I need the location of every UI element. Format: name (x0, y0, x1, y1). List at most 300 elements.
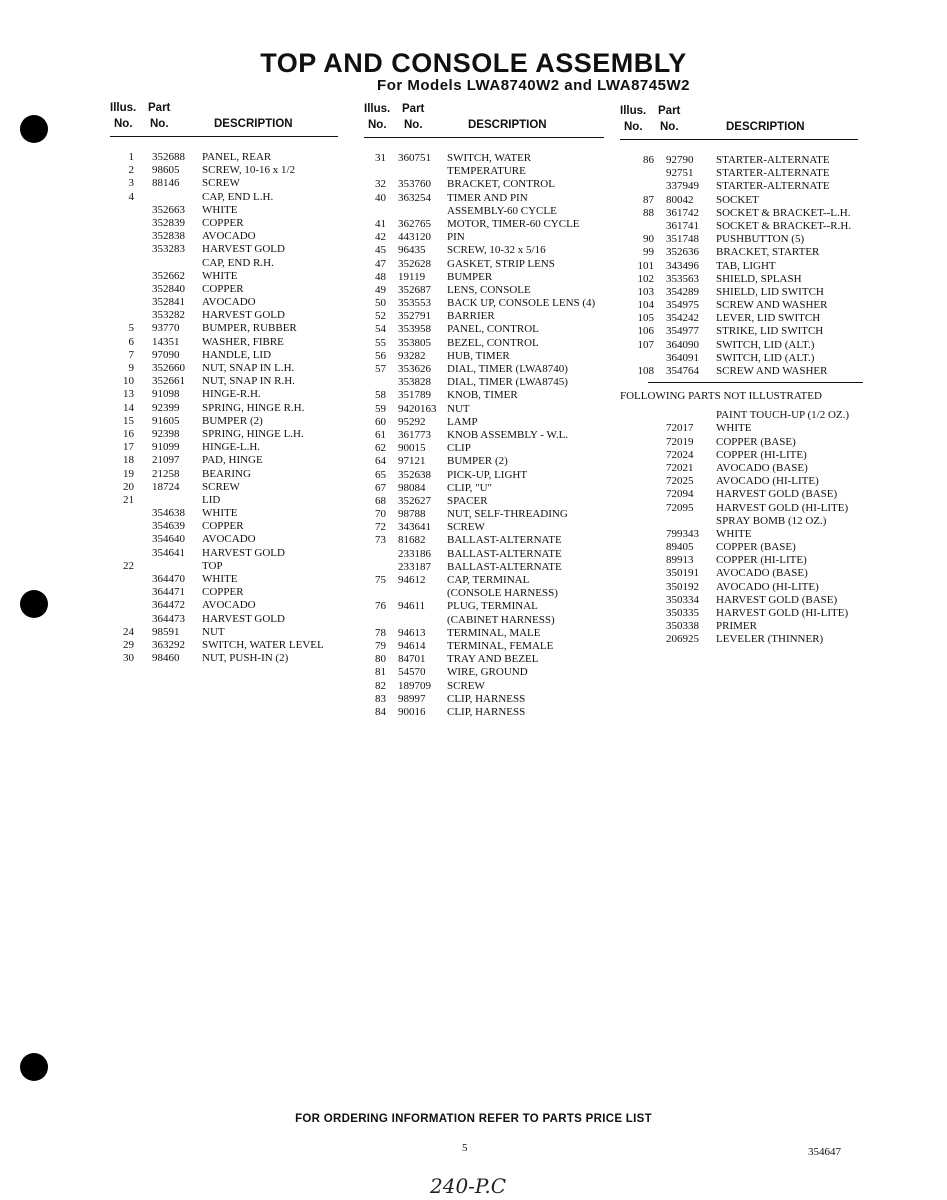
part-description: TAB, LIGHT (716, 259, 776, 272)
table-row (110, 191, 338, 204)
part-number: 353626 (398, 363, 431, 375)
part-number: 351748 (666, 233, 699, 246)
table-row (110, 402, 338, 415)
parts-list (620, 154, 858, 378)
part-number: 92790 (666, 154, 694, 166)
part-number: 94612 (398, 574, 426, 586)
table-row (364, 244, 604, 257)
part-number: 94613 (398, 626, 426, 639)
part-number: 352638 (398, 468, 431, 481)
table-row (364, 178, 604, 191)
illus-number: 104 (637, 299, 654, 312)
part-description: HINGE-L.H. (202, 441, 261, 454)
part-description: NUT (447, 402, 470, 415)
table-row (364, 403, 604, 416)
part-number: 362765 (398, 217, 431, 230)
part-number: 354977 (666, 325, 699, 338)
part-number: 97121 (398, 455, 426, 468)
part-description: TRAY AND BEZEL (447, 653, 539, 666)
table-row (110, 560, 338, 573)
part-description: SPRAY BOMB (12 OZ.) (716, 514, 827, 527)
illus-number: 59 (375, 402, 386, 415)
part-number: 90015 (398, 442, 426, 455)
document-number: 354647 (808, 1146, 841, 1158)
part-number: 354242 (666, 312, 699, 325)
illus-number: 99 (643, 246, 654, 259)
not-illustrated-note: FOLLOWING PARTS NOT ILLUSTRATED (620, 390, 822, 403)
illus-number: 78 (375, 626, 386, 639)
illus-number: 72 (375, 521, 386, 534)
table-row (110, 270, 338, 283)
illus-number: 17 (123, 441, 134, 454)
part-description: CLIP, HARNESS (447, 692, 526, 705)
table-row (620, 581, 858, 594)
part-number: 72095 (666, 501, 694, 514)
header-description: DESCRIPTION (468, 119, 547, 131)
illus-number: 90 (643, 233, 654, 246)
part-number: 98997 (398, 692, 426, 705)
part-number: 81682 (398, 534, 426, 547)
part-number: 90016 (398, 705, 426, 718)
part-description: DIAL, TIMER (LWA8745) (447, 376, 568, 389)
part-number: 350192 (666, 580, 699, 593)
table-row (110, 257, 338, 270)
table-row (364, 271, 604, 284)
table-row (620, 260, 858, 273)
parts-column-1 (110, 102, 338, 665)
part-description: HARVEST GOLD (BASE) (716, 488, 838, 501)
part-description: PANEL, CONTROL (447, 323, 539, 336)
table-row (620, 352, 858, 365)
part-number: 92398 (152, 427, 180, 440)
table-row (110, 573, 338, 586)
part-number: 353553 (398, 297, 431, 310)
header-part-no: No. (660, 121, 679, 133)
part-description: BACK UP, CONSOLE LENS (4) (447, 297, 596, 310)
part-description: SPACER (447, 494, 488, 507)
table-row (364, 508, 604, 521)
illus-number: 48 (375, 270, 386, 283)
illus-number: 32 (375, 178, 386, 191)
illus-number: 19 (123, 467, 134, 480)
table-row (620, 409, 858, 422)
table-row (364, 363, 604, 376)
part-number: 352627 (398, 494, 431, 507)
header-description: DESCRIPTION (726, 121, 805, 133)
illus-number: 13 (123, 388, 134, 401)
part-description: DIAL, TIMER (LWA8740) (447, 363, 568, 375)
part-number: 352841 (152, 296, 185, 309)
part-description: PAINT TOUCH-UP (1/2 OZ.) (716, 409, 850, 422)
table-row (364, 152, 604, 165)
table-row (110, 230, 338, 243)
binder-hole-middle (20, 590, 48, 618)
parts-list (110, 151, 338, 665)
part-description: SOCKET (716, 193, 759, 206)
table-row (620, 567, 858, 580)
part-number: 354638 (152, 507, 185, 520)
part-description: LEVELER (THINNER) (716, 633, 824, 646)
part-number: 21258 (152, 467, 180, 480)
part-number: 352636 (666, 246, 699, 259)
part-number: 233187 (398, 560, 431, 573)
illus-number: 60 (375, 415, 386, 428)
part-number: 98788 (398, 508, 426, 521)
part-number: 94611 (398, 600, 426, 613)
illus-number: 57 (375, 363, 386, 375)
part-number: 353563 (666, 272, 699, 285)
illus-number: 4 (128, 190, 134, 203)
table-row (364, 548, 604, 561)
part-description: NUT, SELF-THREADING (447, 508, 568, 521)
header-part-no: No. (150, 118, 169, 130)
header-illus-no: No. (624, 121, 643, 133)
table-row (620, 194, 858, 207)
table-row (364, 310, 604, 323)
part-number: 350334 (666, 593, 699, 606)
header-illus-top: Illus. (110, 102, 137, 114)
illus-number: 5 (128, 322, 134, 335)
table-row (620, 167, 858, 180)
part-number: 9420163 (398, 402, 437, 415)
table-row (110, 177, 338, 190)
part-number: 21097 (152, 454, 180, 467)
table-row (110, 626, 338, 639)
part-description: BUMPER (2) (447, 455, 508, 468)
table-row (620, 207, 858, 220)
part-description: AVOCADO (BASE) (716, 461, 808, 474)
part-description: AVOCADO (202, 599, 256, 612)
part-description: STARTER-ALTERNATE (716, 180, 830, 193)
table-row (620, 180, 858, 193)
part-number: 72019 (666, 435, 694, 448)
part-description: SCREW AND WASHER (716, 365, 828, 377)
part-description: CLIP (447, 442, 471, 455)
part-number: 19119 (398, 270, 426, 283)
part-number: 443120 (398, 231, 431, 244)
part-number: 360751 (398, 152, 431, 164)
table-row (620, 273, 858, 286)
table-row (110, 204, 338, 217)
part-description: AVOCADO (HI-LITE) (716, 580, 819, 593)
part-description: AVOCADO (HI-LITE) (716, 475, 819, 488)
table-row (364, 297, 604, 310)
illus-number: 52 (375, 310, 386, 323)
part-description: LID (202, 493, 221, 506)
table-row (364, 389, 604, 402)
illus-number: 7 (128, 348, 134, 361)
table-row (620, 286, 858, 299)
part-description: HUB, TIMER (447, 349, 510, 362)
part-number: 354641 (152, 546, 185, 559)
part-number: 352688 (152, 151, 185, 163)
part-description: AVOCADO (202, 296, 256, 309)
part-description: HARVEST GOLD (202, 612, 285, 625)
table-row (364, 653, 604, 666)
table-row (620, 554, 858, 567)
table-row (364, 693, 604, 706)
part-description: CAP, END L.H. (202, 190, 274, 203)
part-number: 352661 (152, 375, 185, 388)
header-illus-top: Illus. (364, 103, 391, 115)
table-row (110, 547, 338, 560)
table-row (110, 533, 338, 546)
table-row (620, 299, 858, 312)
part-number: 96435 (398, 244, 426, 257)
illus-number: 18 (123, 454, 134, 467)
illus-number: 16 (123, 427, 134, 440)
part-description: COPPER (202, 586, 244, 599)
table-row (364, 495, 604, 508)
part-number: 354639 (152, 520, 185, 533)
part-number: 353760 (398, 178, 431, 191)
part-description: ASSEMBLY-60 CYCLE (447, 204, 557, 217)
page-title: TOP AND CONSOLE ASSEMBLY (260, 48, 687, 78)
table-row (364, 561, 604, 574)
table-row (364, 376, 604, 389)
part-description: COPPER (HI-LITE) (716, 554, 807, 567)
illus-number: 41 (375, 217, 386, 230)
part-number: 337949 (666, 180, 699, 193)
part-description: SCREW AND WASHER (716, 299, 828, 312)
part-description: PRIMER (716, 620, 757, 633)
illus-number: 68 (375, 494, 386, 507)
illus-number: 80 (375, 653, 386, 666)
illus-number: 65 (375, 468, 386, 481)
section-divider (648, 382, 863, 383)
part-number: 351789 (398, 389, 431, 402)
illus-number: 9 (128, 362, 134, 374)
table-row (364, 469, 604, 482)
illus-number: 47 (375, 257, 386, 270)
table-row (364, 574, 604, 587)
table-row (364, 284, 604, 297)
part-number: 91605 (152, 414, 180, 427)
table-row (364, 455, 604, 468)
table-row (364, 231, 604, 244)
table-row (364, 350, 604, 363)
part-number: 72017 (666, 422, 694, 435)
part-description: SHIELD, LID SWITCH (716, 285, 824, 298)
table-row (364, 521, 604, 534)
part-description: TIMER AND PIN (447, 191, 528, 204)
part-description: WHITE (202, 507, 238, 520)
part-number: 352838 (152, 230, 185, 243)
part-number: 361773 (398, 428, 431, 441)
header-part-no: No. (404, 119, 423, 131)
part-description: WIRE, GROUND (447, 666, 528, 679)
part-number: 352628 (398, 257, 431, 270)
part-number: 92751 (666, 167, 694, 180)
part-number: 353283 (152, 243, 185, 256)
part-description: COPPER (BASE) (716, 541, 796, 554)
illus-number: 82 (375, 679, 386, 692)
part-number: 72094 (666, 488, 694, 501)
illus-number: 1 (128, 151, 134, 163)
part-description: HARVEST GOLD (HI-LITE) (716, 501, 849, 514)
illus-number: 76 (375, 600, 386, 613)
illus-number: 6 (128, 335, 134, 348)
illus-number: 29 (123, 638, 134, 651)
illus-number: 58 (375, 389, 386, 402)
table-row (364, 165, 604, 178)
table-row (110, 322, 338, 335)
part-description: STARTER-ALTERNATE (716, 154, 830, 166)
table-row (110, 362, 338, 375)
part-number: 350191 (666, 567, 699, 580)
part-number: 92399 (152, 401, 180, 414)
part-description: CAP, TERMINAL (447, 574, 530, 586)
part-number: 354640 (152, 533, 185, 546)
part-number: 98460 (152, 652, 180, 665)
part-description: TEMPERATURE (447, 165, 526, 178)
part-description: TERMINAL, FEMALE (447, 639, 554, 652)
illus-number: 56 (375, 349, 386, 362)
part-description: BUMPER (447, 270, 493, 283)
table-row (620, 312, 858, 325)
illus-number: 81 (375, 666, 386, 679)
part-description: SWITCH, WATER LEVEL (202, 638, 324, 651)
part-description: BRACKET, CONTROL (447, 178, 555, 191)
table-row (110, 481, 338, 494)
handwritten-note: 240-P.C (430, 1174, 506, 1198)
part-description: SWITCH, WATER (447, 152, 532, 164)
part-description: HARVEST GOLD (202, 309, 285, 322)
illus-number: 105 (637, 312, 654, 325)
part-description: HARVEST GOLD (HI-LITE) (716, 607, 849, 619)
header-part-top: Part (402, 103, 425, 115)
part-description: PLUG, TERMINAL (447, 600, 538, 613)
column-header (364, 103, 604, 138)
illus-number: 22 (123, 559, 134, 572)
table-row (110, 454, 338, 467)
table-row (110, 349, 338, 362)
part-description: PAD, HINGE (202, 454, 263, 467)
part-number: 206925 (666, 633, 699, 646)
part-description: BARRIER (447, 310, 495, 323)
part-number: 352663 (152, 203, 185, 216)
illus-number: 101 (637, 259, 654, 272)
part-description: HINGE-R.H. (202, 388, 261, 401)
part-description: (CONSOLE HARNESS) (447, 587, 558, 600)
part-description: WHITE (202, 573, 238, 585)
illus-number: 61 (375, 428, 386, 441)
part-number: 54570 (398, 666, 426, 679)
table-row (364, 706, 604, 719)
part-number: 95292 (398, 415, 426, 428)
part-description: LAMP (447, 415, 478, 428)
part-description: WHITE (716, 527, 752, 540)
table-row (110, 468, 338, 481)
table-row (110, 296, 338, 309)
part-number: 364091 (666, 351, 699, 364)
table-row (364, 323, 604, 336)
table-row (110, 639, 338, 652)
illus-number: 70 (375, 508, 386, 521)
header-illus-no: No. (114, 118, 133, 130)
part-number: 93770 (152, 322, 180, 335)
part-description: SWITCH, LID (ALT.) (716, 351, 815, 364)
table-row (110, 336, 338, 349)
table-row (110, 613, 338, 626)
part-number: 354764 (666, 365, 699, 377)
part-number: 72025 (666, 475, 694, 488)
illus-number: 30 (123, 652, 134, 665)
header-illus-no: No. (368, 119, 387, 131)
table-row (620, 594, 858, 607)
illus-number: 79 (375, 639, 386, 652)
table-row (110, 164, 338, 177)
illus-number: 14 (123, 401, 134, 414)
part-number: 14351 (152, 335, 180, 348)
part-description: SHIELD, SPLASH (716, 272, 802, 285)
illus-number: 62 (375, 442, 386, 455)
part-number: 18724 (152, 480, 180, 493)
part-description: PUSHBUTTON (5) (716, 233, 805, 246)
table-row (364, 258, 604, 271)
part-description: WASHER, FIBRE (202, 335, 284, 348)
part-description: HARVEST GOLD (BASE) (716, 593, 838, 606)
header-illus-top: Illus. (620, 105, 647, 117)
part-number: 352660 (152, 362, 185, 374)
part-description: AVOCADO (202, 533, 256, 546)
part-description: SWITCH, LID (ALT.) (716, 338, 815, 351)
part-number: 98084 (398, 481, 426, 494)
table-row (364, 587, 604, 600)
part-number: 353828 (398, 376, 431, 389)
table-row (110, 151, 338, 164)
part-number: 363292 (152, 638, 185, 651)
part-number: 364472 (152, 599, 185, 612)
part-description: STRIKE, LID SWITCH (716, 325, 824, 338)
part-number: 343641 (398, 521, 431, 534)
illus-number: 75 (375, 574, 386, 586)
illus-number: 2 (128, 164, 134, 177)
table-row (620, 422, 858, 435)
table-row (110, 520, 338, 533)
part-number: 88146 (152, 177, 180, 190)
part-description: COPPER (HI-LITE) (716, 448, 807, 461)
part-number: 364473 (152, 612, 185, 625)
illus-number: 67 (375, 481, 386, 494)
table-row (620, 246, 858, 259)
part-description: CLIP, HARNESS (447, 705, 526, 718)
part-description: HARVEST GOLD (202, 546, 285, 559)
part-description: PIN (447, 231, 465, 244)
part-description: NUT, PUSH-IN (2) (202, 652, 289, 665)
part-description: SPRING, HINGE R.H. (202, 401, 305, 414)
part-description: BEARING (202, 467, 251, 480)
part-description: SCREW, 10-16 x 1/2 (202, 164, 296, 177)
table-row (620, 475, 858, 488)
illus-number: 24 (123, 625, 134, 638)
part-description: TOP (202, 559, 223, 572)
part-description: BALLAST-ALTERNATE (447, 547, 562, 560)
part-number: 352840 (152, 282, 185, 295)
table-row (364, 429, 604, 442)
table-row (620, 607, 858, 620)
illus-number: 108 (637, 365, 654, 377)
part-description: (CABINET HARNESS) (447, 613, 555, 626)
part-description: BUMPER (2) (202, 414, 263, 427)
table-row (620, 620, 858, 633)
table-row (364, 192, 604, 205)
illus-number: 31 (375, 152, 386, 164)
page-subtitle: For Models LWA8740W2 and LWA8745W2 (377, 77, 690, 94)
illus-number: 55 (375, 336, 386, 349)
parts-column-3 (620, 105, 858, 647)
part-description: COPPER (202, 282, 244, 295)
